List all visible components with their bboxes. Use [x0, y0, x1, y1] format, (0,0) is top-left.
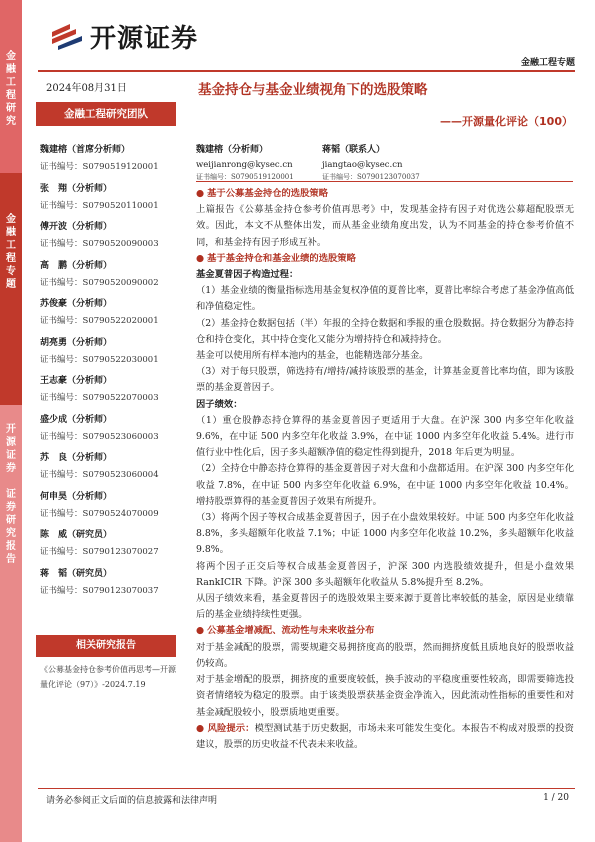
report-date: 2024年08月31日 — [46, 83, 127, 94]
analyst-cert: 证书编号：S0790520110001 — [40, 200, 159, 211]
analyst-cert: 证书编号：S0790522020001 — [40, 316, 159, 326]
brand-logo-icon — [50, 20, 84, 50]
analyst-entry — [40, 181, 180, 211]
analyst-name: 苏俊豪（分析师） — [40, 299, 113, 309]
footer-divider — [38, 788, 575, 789]
strip-char: 开 — [6, 424, 16, 435]
analyst-entry — [40, 142, 180, 172]
analyst-name: 王志豪（分析师） — [40, 376, 113, 386]
strip-char: 程 — [6, 253, 16, 264]
analyst-name: 胡亮勇（分析师） — [40, 337, 113, 348]
bullet-icon: ● — [196, 252, 205, 264]
paragraph: 基金可以使用所有样本池内的基金，也能精选部分基金。 — [196, 350, 429, 362]
strip-char: 金 — [6, 214, 16, 225]
author-cert: 证书编号：S0790519120001 — [196, 173, 294, 181]
strip-char: 究 — [6, 116, 16, 127]
header-divider — [38, 70, 575, 72]
section-heading: ● 公募基金增减配、流动性与未来收益分布 — [196, 625, 375, 637]
analyst-entry — [40, 412, 180, 442]
analyst-name: 蒋 韬（研究员） — [40, 568, 113, 579]
strip-char — [0, 475, 22, 488]
author-2 — [322, 142, 420, 182]
bullet-icon: ● — [196, 722, 208, 734]
analyst-cert: 证书编号：S0790519120001 — [40, 162, 159, 172]
related-research-link[interactable]: 《公募基金持仓参考价值再思考—开源量化评论（97）》-2024.7.19 — [40, 665, 176, 689]
analyst-entry — [40, 489, 180, 519]
bullet-icon: ● — [196, 188, 205, 199]
paragraph: 对于基金增配的股票，拥挤度的重要度较低，换手波动的平稳度重要性较高，即需要筛选投资者情绪较为稳定的股票。由于该类股票获基金资金净流入，因此流动性指标的重要性和对基金减配股较小，股票质地更重要。 — [196, 674, 574, 718]
strip-char: 证 — [6, 489, 16, 500]
analyst-entry — [40, 219, 180, 249]
strip-char: 券 — [6, 502, 16, 513]
sub-heading: 基金夏普因子构造过程： — [196, 269, 299, 281]
paragraph: （1）基金业绩的衡量指标选用基金复权净值的夏普比率，夏普比率综合考虑了基金净值高低和净值稳定性。 — [196, 285, 574, 313]
analyst-cert: 证书编号：S0790522030001 — [40, 354, 159, 365]
page-title: 基金持仓与基金业绩视角下的选股策略 — [198, 82, 428, 98]
analyst-entry — [40, 450, 180, 480]
analyst-name: 傅开波（分析师） — [40, 222, 113, 232]
risk-warning: ● 风险提示：模型测试基于历史数据，市场未来可能发生变化。本报告不构成对股票的投资建议，股票的历史收益不代表未来收益。 — [196, 722, 574, 750]
strip-char: 研 — [6, 515, 16, 526]
strip-char: 金 — [6, 51, 16, 62]
analyst-cert: 证书编号：S0790123070037 — [40, 585, 159, 596]
analyst-name: 何申昊（分析师） — [40, 491, 113, 502]
strip-char: 融 — [6, 64, 16, 75]
analyst-cert: 证书编号：S0790520090003 — [40, 239, 159, 249]
paragraph: 从因子绩效来看，基金夏普因子的选股效果主要来源于夏普比率较低的基金，原因是业绩靠后的基金业绩持续性更强。 — [196, 593, 574, 621]
side-strip-research — [0, 0, 22, 173]
bullet-icon: ● — [196, 625, 205, 637]
analyst-name: 张 翔（分析师） — [40, 183, 113, 194]
related-research-title: 相关研究报告 — [36, 635, 176, 657]
section-heading: ● 基于基金持仓和基金业绩的选股策略 — [196, 252, 356, 264]
strip-char: 券 — [6, 463, 16, 474]
strip-char: 研 — [6, 103, 16, 114]
page-subtitle: ——开源量化评论（100） — [440, 115, 573, 128]
analyst-name: 盛少成（分析师） — [40, 414, 113, 425]
analyst-entry — [40, 258, 180, 288]
analyst-name: 魏建榕（首席分析师） — [40, 145, 131, 155]
strip-char: 告 — [6, 554, 16, 565]
header-category: 金融工程专题 — [520, 58, 575, 68]
strip-char: 专 — [6, 266, 16, 277]
paragraph: （2）基金持仓数据包括（半）年报的全持仓数据和季报的重仓股数据。持仓数据分为静态持仓和持仓变化，其中持仓变化又能分为增持持仓和减持持仓。 — [196, 317, 574, 345]
strip-char: 源 — [6, 437, 16, 448]
page-number: 1 / 20 — [543, 793, 569, 803]
paragraph: （2）全持仓中静态持仓算得的基金夏普因子对大盘和小盘都适用。在沪深 300 内多空年化收益 7.8%，在中证 500 内多空年化收益 6.9%，在中证 1000 内多空年化收益 10.4%。增持股票算得的基金夏普因子效果有所提升。 — [196, 463, 574, 507]
paragraph: （1）重仓股静态持仓算得的基金夏普因子更适用于大盘。在沪深 300 内多空年化收益 9.6%，在中证 500 内多空年化收益 3.9%，在中证 1000 内多空年化收益 5.4%。进行市值行业中性化后，因子多头超额净值的稳定性得到提升，2018 年后更为明显。 — [196, 414, 574, 459]
strip-char: 程 — [6, 90, 16, 101]
author-cert: 证书编号：S0790123070037 — [322, 173, 420, 181]
side-strip-brand — [0, 405, 22, 842]
analyst-entry — [40, 527, 180, 557]
strip-char: 报 — [6, 541, 16, 552]
team-title: 金融工程研究团队 — [36, 102, 176, 126]
paragraph: 将两个因子正交后等权合成基金夏普因子，沪深 300 内选股绩效提升，但是小盘效果 RankICIR 下降。沪深 300 多头超额年化收益从 5.8%提升至 8.2%。 — [196, 560, 574, 588]
author-divider — [196, 181, 573, 182]
analyst-entry — [40, 296, 180, 326]
analyst-cert: 证书编号：S0790523060003 — [40, 431, 159, 442]
analyst-cert: 证书编号：S0790522070003 — [40, 393, 159, 403]
strip-char: 究 — [6, 528, 16, 539]
strip-char: 题 — [6, 279, 16, 290]
paragraph: （3）将两个因子等权合成基金夏普因子，因子在小盘效果较好。中证 500 内多空年化收益 8.8%，多头超额年化收益 7.1%；中证 1000 内多空年化收益 10.2%，多头超额年化收益 9.8%。 — [196, 512, 574, 556]
analyst-cert: 证书编号：S0790524070009 — [40, 508, 159, 519]
strip-char: 融 — [6, 227, 16, 238]
author-email[interactable]: weijianrong@kysec.cn — [196, 160, 293, 170]
strip-char: 工 — [6, 240, 16, 251]
analyst-entry — [40, 566, 180, 596]
analyst-cert: 证书编号：S0790520090002 — [40, 277, 159, 288]
sub-heading: 因子绩效： — [196, 398, 243, 410]
author-email[interactable]: jiangtao@kysec.cn — [322, 160, 403, 170]
analyst-name: 高 鹏（分析师） — [40, 260, 113, 271]
analyst-entry — [40, 373, 180, 403]
paragraph: 对于基金减配的股票，需要规避交易拥挤度高的股票，然而拥挤度低且质地良好的股票收益仍较高。 — [196, 641, 574, 669]
strip-char: 工 — [6, 77, 16, 88]
section-heading: ● 基于公募基金持仓的选股策略 — [196, 188, 328, 199]
footer-disclaimer: 请务必参阅正文后面的信息披露和法律声明 — [46, 796, 218, 806]
paragraph: 上篇报告《公募基金持仓参考价值再思考》中，发现基金持有因子对优选公募超配股票无效。因此，本文不从整体出发，而从基金业绩角度出发，认为不同基金的持仓参考价值不同，和基金持有因子形成互补。 — [196, 204, 574, 248]
author-1 — [196, 142, 294, 182]
brand-logo-text: 开源证券 — [90, 24, 199, 54]
analyst-name: 陈 威（研究员） — [40, 530, 113, 540]
paragraph: （3）对于每只股票，筛选持有/增持/减持该股票的基金，计算基金夏普比率均值，即为该股票的基金夏普因子。 — [196, 366, 574, 394]
analyst-name: 苏 良（分析师） — [40, 453, 113, 463]
side-strip-topic — [0, 173, 22, 405]
analyst-cert: 证书编号：S0790523060004 — [40, 470, 159, 480]
analyst-entry — [40, 335, 180, 365]
report-summary — [196, 186, 574, 753]
author-name: 蒋韬（联系人） — [322, 145, 386, 155]
strip-char: 证 — [6, 450, 16, 461]
analyst-cert: 证书编号：S0790123070027 — [40, 547, 159, 557]
author-name: 魏建榕（分析师） — [196, 145, 269, 155]
